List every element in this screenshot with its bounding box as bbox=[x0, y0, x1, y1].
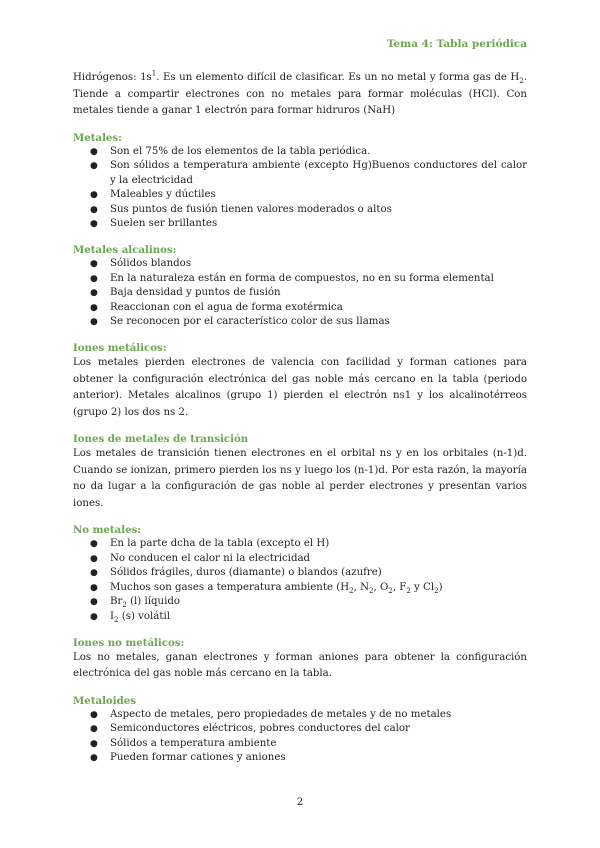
paragraph-iones-metalicos: Los metales pierden electrones de valencia con facilidad y forman cationes para obtener la configuración electrónica del gas noble más cercano en la tabla (periodo anterior). Metales alcalinos (grupo 1) pierden el electrón ns1 y los alcalinotérreos (grupo 2) los dos ns 2. bbox=[73, 357, 527, 418]
list-item: ● Maleables y dúctiles bbox=[73, 188, 527, 203]
paragraph-iones-transicion: Los metales de transición tienen electrones en el orbital ns y en los orbitales (n-1)d. Cuando se ionizan, primero pierden los ns y luego los (n-1)d. Por esta razón, la mayoría no da lugar a la configuración de gas noble al perder electrones y presentan varios iones. bbox=[73, 448, 527, 509]
paragraph-iones-no-metalicos: Los no metales, ganan electrones y forman aniones para obtener la configuración electrónica del gas noble más cercano en la tabla. bbox=[73, 651, 527, 680]
section-iones-metalicos bbox=[73, 341, 527, 421]
intro-subscript: 2 bbox=[519, 77, 524, 86]
list-item: ● Baja densidad y puntos de fusión bbox=[73, 286, 527, 301]
heading-iones-no-metalicos: Iones no metálicos: bbox=[73, 636, 185, 649]
bullet-icon: ● bbox=[90, 553, 98, 564]
list-item: ● Aspecto de metales, pero propiedades de metales y de no metales bbox=[73, 708, 527, 723]
list-item: ● Muchos son gases a temperatura ambiente ($H_2$, $N_2$, $O_2$, $F_2$ y $Cl_2$) bbox=[90, 581, 443, 595]
list-item: ● Sólidos frágiles, duros (diamante) o blandos (azufre) bbox=[73, 566, 527, 581]
list-item: ● En la parte dcha de la tabla (excepto el H) bbox=[73, 537, 527, 552]
section-iones-no-metalicos bbox=[73, 636, 527, 683]
section-no-metales bbox=[73, 523, 527, 625]
heading-iones-metalicos: Iones metálicos: bbox=[73, 342, 167, 355]
bullet-icon: ● bbox=[90, 288, 98, 299]
intro-text-b: . Tiende a compartir electrones con no metales para formar moléculas (HCl). Con metales tiende a ganar 1 electrón para formar hidruros (NaH) bbox=[73, 72, 527, 116]
list-item: ● Reaccionan con el agua de forma exotérmica bbox=[73, 301, 527, 316]
list-metales-alcalinos bbox=[73, 257, 527, 330]
bullet-icon: ● bbox=[90, 709, 98, 720]
list-item: ● Sus puntos de fusión tienen valores moderados o altos bbox=[73, 203, 527, 218]
heading-metaloides: Metaloides bbox=[73, 694, 136, 707]
running-header: Tema 4: Tabla periódica bbox=[386, 38, 527, 50]
list-item: ● Pueden formar cationes y aniones bbox=[73, 751, 527, 766]
bullet-icon: ● bbox=[90, 539, 98, 550]
bullet-icon: ● bbox=[90, 317, 98, 328]
bullet-icon: ● bbox=[90, 204, 98, 215]
heading-no-metales: No metales: bbox=[73, 524, 142, 537]
heading-metales-alcalinos: Metales alcalinos: bbox=[73, 244, 177, 257]
bullet-icon: ● bbox=[90, 161, 98, 172]
page-content bbox=[73, 70, 527, 766]
list-item: ● $Br_2$ (l) líquido bbox=[90, 596, 181, 610]
list-item: ● $I_2$ (s) volátil bbox=[90, 611, 170, 625]
bullet-icon: ● bbox=[90, 582, 98, 593]
intro-text-a: . Es un elemento difícil de clasificar. Es un no metal y forma gas de H bbox=[156, 72, 520, 83]
heading-metales: Metales: bbox=[73, 131, 122, 144]
section-iones-transicion bbox=[73, 432, 527, 512]
page-number: 2 bbox=[296, 797, 304, 808]
list-item: ● Se reconocen por el característico color de sus llamas bbox=[73, 315, 527, 330]
bullet-icon: ● bbox=[90, 302, 98, 313]
bullet-icon: ● bbox=[90, 219, 98, 230]
list-item: ● No conducen el calor ni la electricidad bbox=[73, 552, 527, 567]
bullet-icon: ● bbox=[90, 259, 98, 270]
list-item: ● En la naturaleza están en forma de compuestos, no en su forma elemental bbox=[73, 272, 527, 287]
bullet-icon: ● bbox=[90, 568, 98, 579]
heading-iones-transicion: Iones de metales de transición bbox=[73, 433, 249, 446]
intro-paragraph bbox=[73, 70, 527, 120]
bullet-icon: ● bbox=[90, 753, 98, 764]
intro-lead: Hidrógenos: 1s bbox=[73, 72, 152, 83]
list-metaloides bbox=[73, 708, 527, 766]
list-metales bbox=[73, 145, 527, 233]
bullet-icon: ● bbox=[90, 612, 98, 622]
intro-superscript: 1 bbox=[151, 69, 157, 78]
list-no-metales bbox=[73, 537, 527, 625]
list-item: ● Sólidos blandos bbox=[73, 257, 527, 272]
bullet-icon: ● bbox=[90, 190, 98, 201]
list-item: ● Semiconductores eléctricos, pobres conductores del calor bbox=[73, 722, 527, 737]
list-item: ● Suelen ser brillantes bbox=[73, 217, 527, 232]
section-metales-alcalinos bbox=[73, 243, 527, 330]
bullet-icon: ● bbox=[90, 738, 98, 749]
list-item: ● Son el 75% de los elementos de la tabla periódica. bbox=[73, 145, 527, 160]
list-item: ● Son sólidos a temperatura ambiente (excepto Hg)Buenos conductores del calor y la electricidad bbox=[90, 160, 527, 186]
bullet-icon: ● bbox=[90, 597, 98, 608]
list-item: ● Sólidos a temperatura ambiente bbox=[73, 737, 527, 752]
bullet-icon: ● bbox=[90, 273, 98, 284]
section-metaloides bbox=[73, 694, 527, 766]
bullet-icon: ● bbox=[90, 146, 98, 157]
section-metales bbox=[73, 131, 527, 233]
bullet-icon: ● bbox=[90, 724, 98, 735]
